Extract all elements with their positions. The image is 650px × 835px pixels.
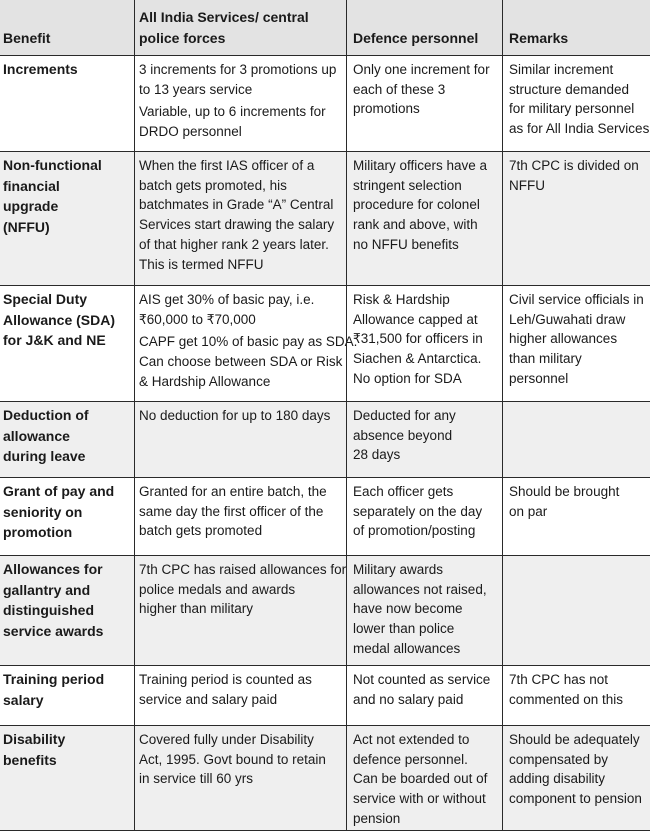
ais-line: This is termed NFFU bbox=[139, 256, 264, 272]
benefit-line: (NFFU) bbox=[3, 218, 50, 235]
defence-line: no NFFU benefits bbox=[353, 236, 459, 252]
defence-line: of promotion/posting bbox=[353, 523, 476, 539]
defence-paragraph bbox=[353, 670, 498, 709]
ais-paragraph bbox=[139, 102, 342, 141]
defence-line: Military awards bbox=[353, 562, 444, 577]
defence-line: 28 days bbox=[353, 447, 401, 463]
benefit-line: salary bbox=[3, 691, 44, 708]
ais-paragraph bbox=[139, 332, 358, 391]
ais-line: Act, 1995. Govt bound to retain bbox=[139, 751, 326, 767]
ais-cell bbox=[134, 726, 346, 830]
benefit-cell bbox=[0, 402, 134, 477]
benefit-line: benefits bbox=[3, 751, 57, 768]
defence-cell bbox=[346, 556, 502, 665]
benefit-line: gallantry and bbox=[3, 581, 91, 598]
defence-paragraph bbox=[353, 60, 498, 119]
defence-paragraph bbox=[353, 560, 498, 659]
ais-line: Services start drawing the salary bbox=[139, 217, 335, 233]
ais-cell bbox=[134, 556, 346, 665]
remarks-line: Similar increment bbox=[509, 62, 614, 77]
defence-cell bbox=[346, 478, 502, 555]
remarks-paragraph bbox=[509, 156, 646, 195]
defence-line: Risk & Hardship bbox=[353, 292, 450, 307]
remarks-line: 7th CPC is divided on bbox=[509, 158, 639, 173]
table-row bbox=[0, 56, 650, 152]
defence-line: lower than police bbox=[353, 621, 455, 637]
benefit-cell bbox=[0, 152, 134, 285]
remarks-paragraph bbox=[509, 730, 646, 809]
remarks-cell bbox=[502, 402, 650, 477]
defence-line: Not counted as service bbox=[353, 672, 491, 687]
defence-line: Military officers have a bbox=[353, 158, 488, 173]
benefit-line: Increments bbox=[3, 61, 78, 77]
ais-line: of that higher rank 2 years later. bbox=[139, 236, 329, 252]
benefit-cell bbox=[0, 56, 134, 151]
header-ais-line1: All India Services/ central bbox=[139, 9, 309, 25]
benefit-line: seniority on bbox=[3, 503, 83, 520]
benefit-line: financial bbox=[3, 177, 60, 194]
table-header-row bbox=[0, 0, 650, 56]
ais-line: in service till 60 yrs bbox=[139, 771, 254, 787]
benefit-line: distinguished bbox=[3, 602, 94, 618]
remarks-line: Should be brought bbox=[509, 484, 620, 499]
benefit-line: Disability bbox=[3, 731, 66, 747]
defence-line: procedure for colonel bbox=[353, 197, 480, 213]
ais-line: police medals and awards bbox=[139, 581, 296, 597]
remarks-cell bbox=[502, 478, 650, 555]
ais-line: Can choose between SDA or Risk bbox=[139, 354, 343, 370]
remarks-line: on par bbox=[509, 503, 548, 519]
ais-line: CAPF get 10% of basic pay as SDA. bbox=[139, 334, 358, 350]
ais-paragraph bbox=[139, 730, 342, 789]
remarks-line: for military personnel bbox=[509, 101, 635, 117]
defence-line: and no salary paid bbox=[353, 691, 464, 707]
remarks-cell bbox=[502, 152, 650, 285]
ais-paragraph bbox=[139, 482, 342, 541]
benefit-line: promotion bbox=[3, 524, 73, 540]
benefit-line: Deduction of bbox=[3, 407, 89, 423]
header-ais-line2: police forces bbox=[139, 30, 226, 46]
remarks-paragraph bbox=[509, 670, 646, 709]
defence-line: Each officer gets bbox=[353, 484, 454, 499]
ais-line: 3 increments for 3 promotions up bbox=[139, 62, 337, 77]
table-row bbox=[0, 726, 650, 831]
defence-line: Act not extended to bbox=[353, 732, 470, 747]
defence-cell bbox=[346, 286, 502, 401]
defence-paragraph bbox=[353, 730, 498, 829]
ais-line: No deduction for up to 180 days bbox=[139, 408, 331, 423]
benefit-line: Special Duty bbox=[3, 291, 88, 307]
table-row bbox=[0, 478, 650, 556]
ais-line: AIS get 30% of basic pay, i.e. bbox=[139, 292, 315, 307]
ais-line: batch gets promoted bbox=[139, 523, 263, 539]
ais-paragraph bbox=[139, 60, 342, 99]
table-row bbox=[0, 556, 650, 666]
ais-paragraph bbox=[139, 406, 342, 426]
defence-line: absence beyond bbox=[353, 427, 453, 443]
remarks-line: higher allowances bbox=[509, 331, 618, 347]
defence-line: Siachen & Antarctica. bbox=[353, 351, 482, 367]
benefit-line: allowance bbox=[3, 427, 70, 444]
defence-paragraph bbox=[353, 406, 498, 465]
remarks-cell bbox=[502, 726, 650, 830]
defence-line: separately on the day bbox=[353, 503, 483, 519]
benefit-cell bbox=[0, 556, 134, 665]
remarks-line: component to pension bbox=[509, 791, 642, 807]
remarks-paragraph bbox=[509, 482, 646, 521]
header-defence-text: Defence personnel bbox=[353, 30, 479, 46]
ais-cell bbox=[134, 402, 346, 477]
remarks-cell bbox=[502, 556, 650, 665]
ais-line: batch gets promoted, his bbox=[139, 177, 287, 193]
ais-cell bbox=[134, 152, 346, 285]
benefit-line: service awards bbox=[3, 622, 104, 639]
ais-line: Covered fully under Disability bbox=[139, 732, 314, 747]
ais-line: service and salary paid bbox=[139, 691, 278, 707]
remarks-paragraph bbox=[509, 60, 650, 139]
table-row bbox=[0, 666, 650, 726]
remarks-line: Civil service officials in bbox=[509, 292, 644, 307]
table-row bbox=[0, 286, 650, 402]
remarks-line: than military bbox=[509, 351, 582, 367]
ais-line: Variable, up to 6 increments for bbox=[139, 104, 326, 120]
header-ais bbox=[134, 0, 346, 55]
remarks-line: 7th CPC has not bbox=[509, 672, 609, 687]
ais-cell bbox=[134, 666, 346, 725]
defence-cell bbox=[346, 56, 502, 151]
header-defence bbox=[346, 0, 502, 55]
ais-cell bbox=[134, 286, 358, 401]
remarks-line: structure demanded bbox=[509, 81, 630, 97]
defence-line: rank and above, with bbox=[353, 217, 478, 233]
remarks-paragraph bbox=[509, 290, 646, 389]
defence-line: stringent selection bbox=[353, 177, 462, 193]
header-remarks bbox=[502, 0, 650, 55]
benefit-line: Non-functional bbox=[3, 157, 102, 173]
defence-line: each of these 3 bbox=[353, 81, 446, 97]
remarks-line: Leh/Guwahati draw bbox=[509, 311, 626, 327]
remarks-line: NFFU bbox=[509, 177, 545, 193]
defence-line: defence personnel. bbox=[353, 751, 468, 767]
defence-cell bbox=[346, 402, 502, 477]
benefit-line: for J&K and NE bbox=[3, 332, 106, 348]
benefit-line: Training period bbox=[3, 671, 105, 687]
defence-line: service with or without bbox=[353, 791, 486, 807]
defence-line: Deducted for any bbox=[353, 408, 456, 423]
header-benefit-text: Benefit bbox=[3, 30, 51, 46]
ais-line: batchmates in Grade “A” Central bbox=[139, 197, 334, 213]
table-row bbox=[0, 402, 650, 478]
ais-cell bbox=[134, 478, 346, 555]
table-row bbox=[0, 152, 650, 286]
benefit-cell bbox=[0, 286, 134, 401]
benefit-line: Allowances for bbox=[3, 561, 103, 577]
header-benefit bbox=[0, 0, 134, 55]
benefit-line: during leave bbox=[3, 448, 86, 464]
defence-line: promotions bbox=[353, 101, 420, 117]
defence-line: Only one increment for bbox=[353, 62, 490, 77]
ais-paragraph bbox=[139, 560, 347, 619]
ais-line: same day the first officer of the bbox=[139, 503, 324, 519]
defence-cell bbox=[346, 152, 502, 285]
ais-line: When the first IAS officer of a bbox=[139, 158, 315, 173]
ais-line: to 13 years service bbox=[139, 81, 253, 97]
defence-cell bbox=[346, 726, 502, 830]
ais-line: higher than military bbox=[139, 601, 254, 617]
remarks-line: as for All India Services bbox=[509, 121, 650, 137]
defence-cell bbox=[346, 666, 502, 725]
benefit-cell bbox=[0, 478, 134, 555]
defence-line: pension bbox=[353, 810, 401, 826]
remarks-line: personnel bbox=[509, 370, 569, 386]
ais-line: 7th CPC has raised allowances for bbox=[139, 562, 347, 577]
defence-paragraph bbox=[353, 290, 498, 389]
remarks-line: compensated by bbox=[509, 751, 609, 767]
remarks-line: Should be adequately bbox=[509, 732, 640, 747]
defence-line: ₹31,500 for officers in bbox=[353, 331, 483, 347]
ais-line: ₹60,000 to ₹70,000 bbox=[139, 311, 256, 327]
ais-paragraph bbox=[139, 156, 342, 274]
header-remarks-text: Remarks bbox=[509, 30, 569, 46]
benefit-line: upgrade bbox=[3, 198, 59, 214]
remarks-cell bbox=[502, 666, 650, 725]
defence-line: have now become bbox=[353, 601, 463, 617]
remarks-line: adding disability bbox=[509, 771, 606, 787]
ais-line: Training period is counted as bbox=[139, 672, 312, 687]
ais-cell bbox=[134, 56, 346, 151]
ais-paragraph bbox=[139, 670, 342, 709]
remarks-line: commented on this bbox=[509, 691, 624, 707]
remarks-cell bbox=[502, 56, 650, 151]
defence-line: medal allowances bbox=[353, 640, 461, 656]
ais-line: DRDO personnel bbox=[139, 124, 242, 140]
benefit-cell bbox=[0, 726, 134, 830]
ais-paragraph bbox=[139, 290, 342, 329]
defence-paragraph bbox=[353, 156, 498, 255]
benefit-line: Grant of pay and bbox=[3, 483, 115, 499]
ais-line: & Hardship Allowance bbox=[139, 373, 271, 389]
benefit-cell bbox=[0, 666, 134, 725]
benefit-line: Allowance (SDA) bbox=[3, 311, 116, 328]
remarks-cell bbox=[502, 286, 650, 401]
defence-paragraph bbox=[353, 482, 498, 541]
defence-line: Can be boarded out of bbox=[353, 771, 488, 787]
ais-line: Granted for an entire batch, the bbox=[139, 484, 327, 499]
defence-line: allowances not raised, bbox=[353, 581, 487, 597]
defence-line: Allowance capped at bbox=[353, 311, 478, 327]
defence-line: No option for SDA bbox=[353, 370, 462, 386]
